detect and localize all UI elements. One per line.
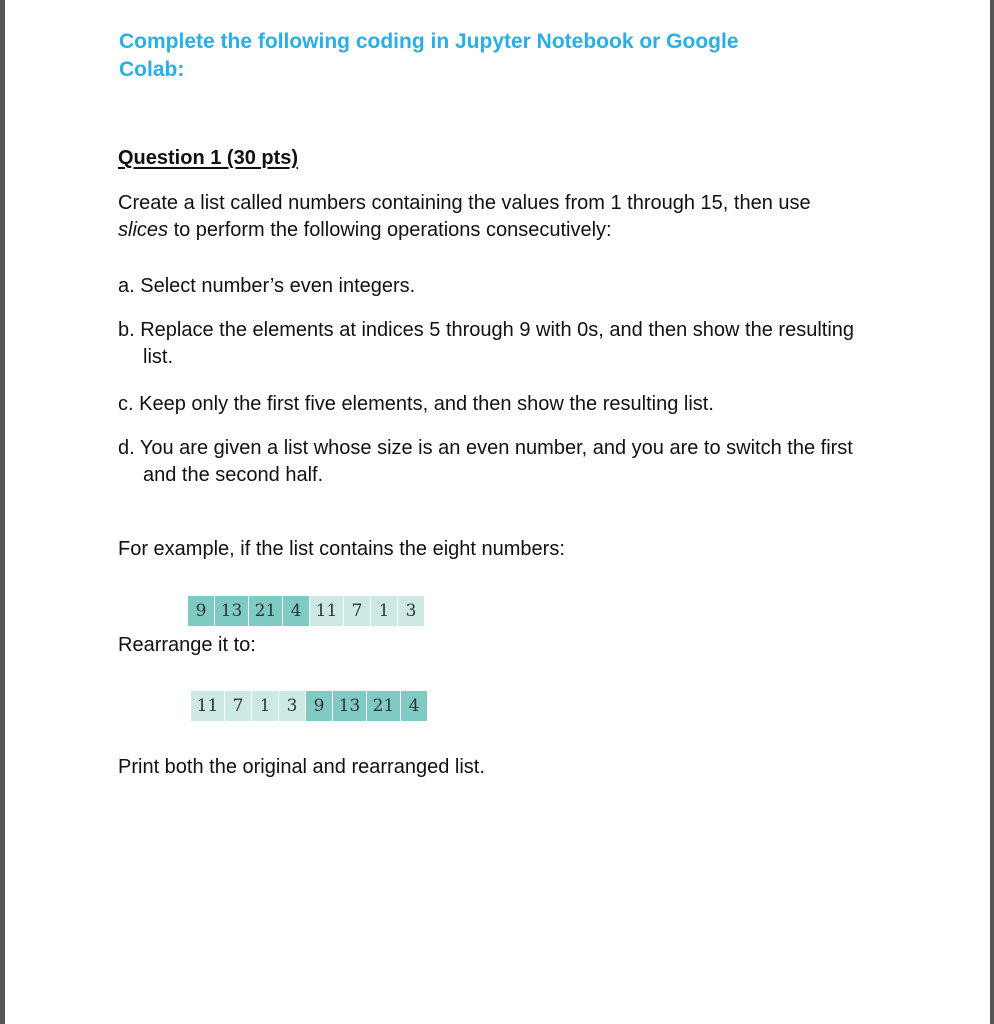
question-intro <box>118 190 838 244</box>
rearranged-list <box>191 691 428 721</box>
list-cell: 1 <box>371 596 398 626</box>
intro-emphasis: slices <box>118 219 169 241</box>
list-cell: 3 <box>398 596 425 626</box>
list-cell: 3 <box>279 691 306 721</box>
header-line-2: Colab: <box>119 58 185 81</box>
list-cell: 9 <box>306 691 333 721</box>
header-line-1: Complete the following coding in Jupyter Notebook or Google <box>119 30 739 53</box>
task-item-d: d. You are given a list whose size is an even number, and you are to switch the first and the second half. <box>118 437 853 486</box>
rearrange-text: Rearrange it to: <box>118 634 256 656</box>
list-cell: 21 <box>367 691 401 721</box>
question-title: Question 1 (30 pts) <box>118 147 299 169</box>
list-cell: 1 <box>252 691 279 721</box>
list-cell: 13 <box>215 596 249 626</box>
list-cell: 4 <box>283 596 310 626</box>
list-cell: 7 <box>344 596 371 626</box>
list-cell: 9 <box>188 596 215 626</box>
print-instruction: Print both the original and rearranged list. <box>118 756 485 778</box>
task-item-a: a. Select number’s even integers. <box>118 275 416 297</box>
intro-text-2: to perform the following operations consecutively: <box>168 219 612 241</box>
instruction-header <box>119 28 819 84</box>
task-item-b: b. Replace the elements at indices 5 through 9 with 0s, and then show the resulting list. <box>118 319 855 368</box>
list-cell: 4 <box>401 691 428 721</box>
list-cell: 11 <box>191 691 225 721</box>
list-cell: 7 <box>225 691 252 721</box>
document-page <box>5 0 990 1024</box>
original-list <box>188 596 425 626</box>
list-cell: 13 <box>333 691 367 721</box>
example-text: For example, if the list contains the eight numbers: <box>118 538 565 560</box>
intro-text-1: Create a list called numbers containing the values from 1 through 15, then use <box>118 192 811 214</box>
list-cell: 11 <box>310 596 344 626</box>
task-item-c: c. Keep only the first five elements, and then show the resulting list. <box>118 393 714 415</box>
right-frame-border <box>990 0 994 1024</box>
list-cell: 21 <box>249 596 283 626</box>
